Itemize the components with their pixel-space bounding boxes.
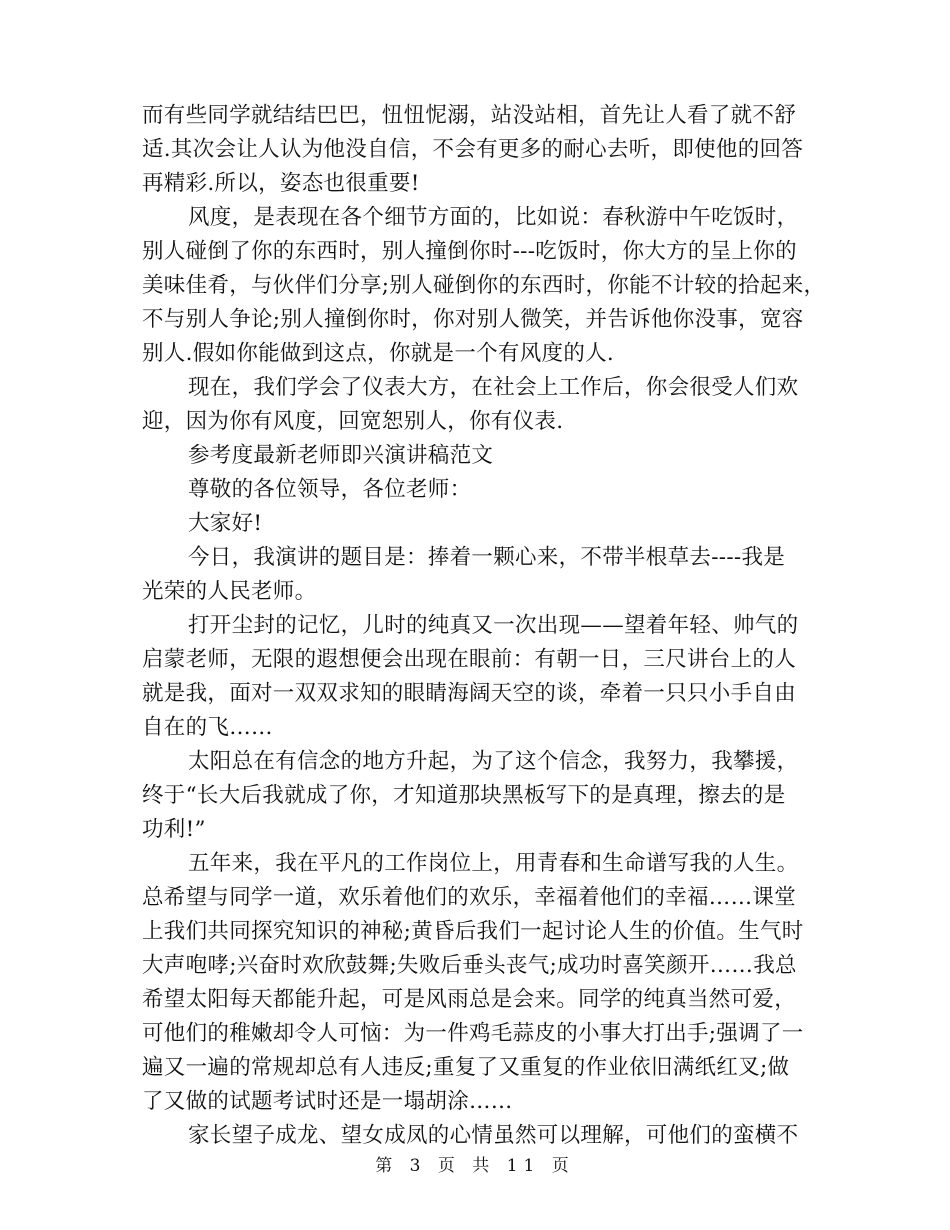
text-line: 而有些同学就结结巴巴，忸忸怩溺，站没站相，首先让人看了就不舒: [142, 103, 797, 128]
page-number-footer: 第 3 页 共 11 页: [375, 1156, 575, 1176]
text-line: 可他们的稚嫩却令人可恼：为一件鸡毛蒜皮的小事大打出手;强调了一: [142, 1021, 804, 1046]
text-line: 了又做的试题考试时还是一塌胡涂……: [142, 1089, 513, 1114]
text-line: 现在，我们学会了仪表大方，在社会上工作后，你会很受人们欢: [188, 375, 799, 400]
text-line: 功利!”: [142, 817, 206, 842]
text-line: 美味佳肴，与伙伴们分享;别人碰倒你的东西时，你能不计较的拾起来，: [142, 273, 826, 298]
greeting-line: 大家好!: [188, 511, 263, 536]
text-line: 大声咆哮;兴奋时欢欣鼓舞;失败后垂头丧气;成功时喜笑颜开……我总: [142, 953, 797, 978]
text-line: 希望太阳每天都能升起，可是风雨总是会来。同学的纯真当然可爱，: [142, 987, 797, 1012]
text-line: 不与别人争论;别人撞倒你时，你对别人微笑，并告诉他你没事，宽容: [142, 307, 804, 332]
text-line: 适.其次会让人认为他没自信，不会有更多的耐心去听，即使他的回答: [142, 137, 804, 162]
text-line: 总希望与同学一道，欢乐着他们的欢乐，幸福着他们的幸福……课堂: [142, 885, 797, 910]
text-line: 今日，我演讲的题目是：捧着一颗心来，不带半根草去----我是: [188, 545, 786, 570]
text-line: 家长望子成龙、望女成凤的心情虽然可以理解，可他们的蛮横不: [188, 1123, 799, 1148]
text-line: 光荣的人民老师。: [142, 579, 317, 604]
text-line: 启蒙老师，无限的遐想便会出现在眼前：有朝一日，三尺讲台上的人: [142, 647, 797, 672]
text-line: 自在的飞……: [142, 715, 273, 740]
text-line: 别人碰倒了你的东西时，别人撞倒你时---吃饭时，你大方的呈上你的: [142, 239, 797, 264]
heading-line: 参考度最新老师即兴演讲稿范文: [188, 443, 494, 468]
text-line: 终于“长大后我就成了你，才知道那块黑板写下的是真理，擦去的是: [142, 783, 786, 808]
text-line: 迎，因为你有风度，回宽恕别人，你有仪表.: [142, 409, 564, 434]
text-line: 打开尘封的记忆，儿时的纯真又一次出现——望着年轻、帅气的: [188, 613, 799, 638]
text-line: 就是我，面对一双双求知的眼睛海阔天空的谈，牵着一只只小手自由: [142, 681, 797, 706]
salutation-line: 尊敬的各位领导，各位老师：: [188, 477, 472, 502]
text-line: 风度，是表现在各个细节方面的，比如说：春秋游中午吃饭时，: [188, 205, 799, 230]
text-line: 上我们共同探究知识的神秘;黄昏后我们一起讨论人生的价值。生气时: [142, 919, 804, 944]
text-line: 别人.假如你能做到这点，你就是一个有风度的人.: [142, 341, 615, 366]
text-line: 再精彩.所以，姿态也很重要!: [142, 171, 420, 196]
text-line: 太阳总在有信念的地方升起，为了这个信念，我努力，我攀援，: [188, 749, 799, 774]
text-line: 五年来，我在平凡的工作岗位上，用青春和生命谱写我的人生。: [188, 851, 799, 876]
text-line: 遍又一遍的常规却总有人违反;重复了又重复的作业依旧满纸红叉;做: [142, 1055, 790, 1080]
